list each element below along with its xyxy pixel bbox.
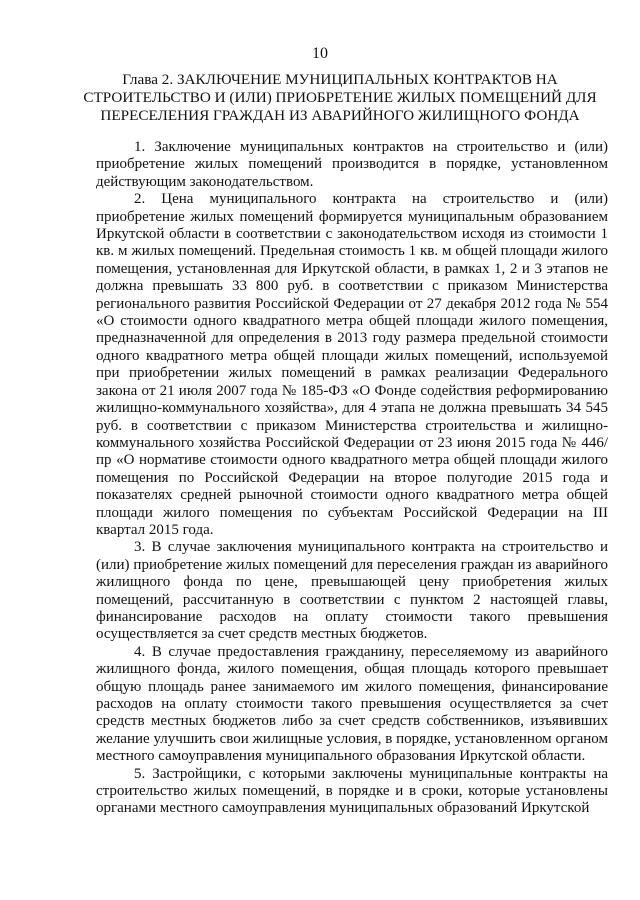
- chapter-title: [80, 71, 600, 125]
- chapter-title-line: Глава 2. ЗАКЛЮЧЕНИЕ МУНИЦИПАЛЬНЫХ КОНТРАКТОВ НА: [122, 71, 558, 88]
- chapter-title-line: СТРОИТЕЛЬСТВО И (ИЛИ) ПРИОБРЕТЕНИЕ ЖИЛЫХ ПОМЕЩЕНИЙ ДЛЯ: [83, 89, 597, 106]
- paragraph-3: 3. В случае заключения муниципального контракта на строительство и (или) приобретение жилых помещений для переселения граждан из аварийного жилищного фонда по цене, превышающей цену приобретения жилых помещений, рассчитанную в соответствии с пунктом 2 настоящей главы, финансирование расходов на оплату стоимости такого превышения осуществляется за счет средств местных бюджетов.: [96, 539, 608, 643]
- paragraph-5: 5. Застройщики, с которыми заключены муниципальные контракты на строительство жилых помещений, в порядке и в сроки, которые установлены органами местного самоуправления муниципальных образований Иркутской: [96, 765, 608, 817]
- paragraph-1: 1. Заключение муниципальных контрактов на строительство и (или) приобретение жилых помещений производится в порядке, установленном действующим законодательством.: [96, 139, 608, 190]
- document-body: [96, 139, 608, 818]
- paragraph-4: 4. В случае предоставления гражданину, переселяемому из аварийного жилищного фонда, жилого помещения, общая площадь которого превышает общую площадь ранее занимаемого им жилого помещения, финансирование расходов на оплату стоимости такого превышения осуществляется за счет средств местных бюджетов либо за счет средств собственников, изъявивших желание улучшить свои жилищные условия, в порядке, установленном органом местного самоуправления муниципального образования Иркутской области.: [96, 643, 608, 765]
- chapter-title-line: ПЕРЕСЕЛЕНИЯ ГРАЖДАН ИЗ АВАРИЙНОГО ЖИЛИЩНОГО ФОНДА: [100, 107, 580, 124]
- paragraph-2: 2. Цена муниципального контракта на строительство и (или) приобретение жилых помещений формируется муниципальным образованием Иркутской области в соответствии с законодательством исходя из стоимости 1 кв. м жилых помещений. Предельная стоимость 1 кв. м общей площади жилого помещения, установленная для Иркутской области, в рамках 1, 2 и 3 этапов не должна превышать 33 800 руб. в соответствии с приказом Министерства регионального развития Российской Федерации от 27 декабря 2012 года № 554 «О стоимости одного квадратного метра общей площади жилого помещения, предназначенной для определения в 2013 году размера предельной стоимости одного квадратного метра общей площади жилых помещений, используемой при приобретении жилых помещений в рамках реализации Федерального закона от 21 июля 2007 года № 185-ФЗ «О Фонде содействия реформированию жилищно-коммунального хозяйства», для 4 этапа не должна превышать 34 545 руб. в соответствии с приказом Министерства строительства и жилищно-коммунального хозяйства Российской Федерации от 23 июня 2015 года № 446/пр «О нормативе стоимости одного квадратного метра общей площади жилого помещения по Российской Федерации на второе полугодие 2015 года и показателях средней рыночной стоимости одного квадратного метра общей площади жилого помещения по субъектам Российской Федерации на III квартал 2015 года.: [96, 191, 608, 538]
- page-number: 10: [312, 45, 328, 62]
